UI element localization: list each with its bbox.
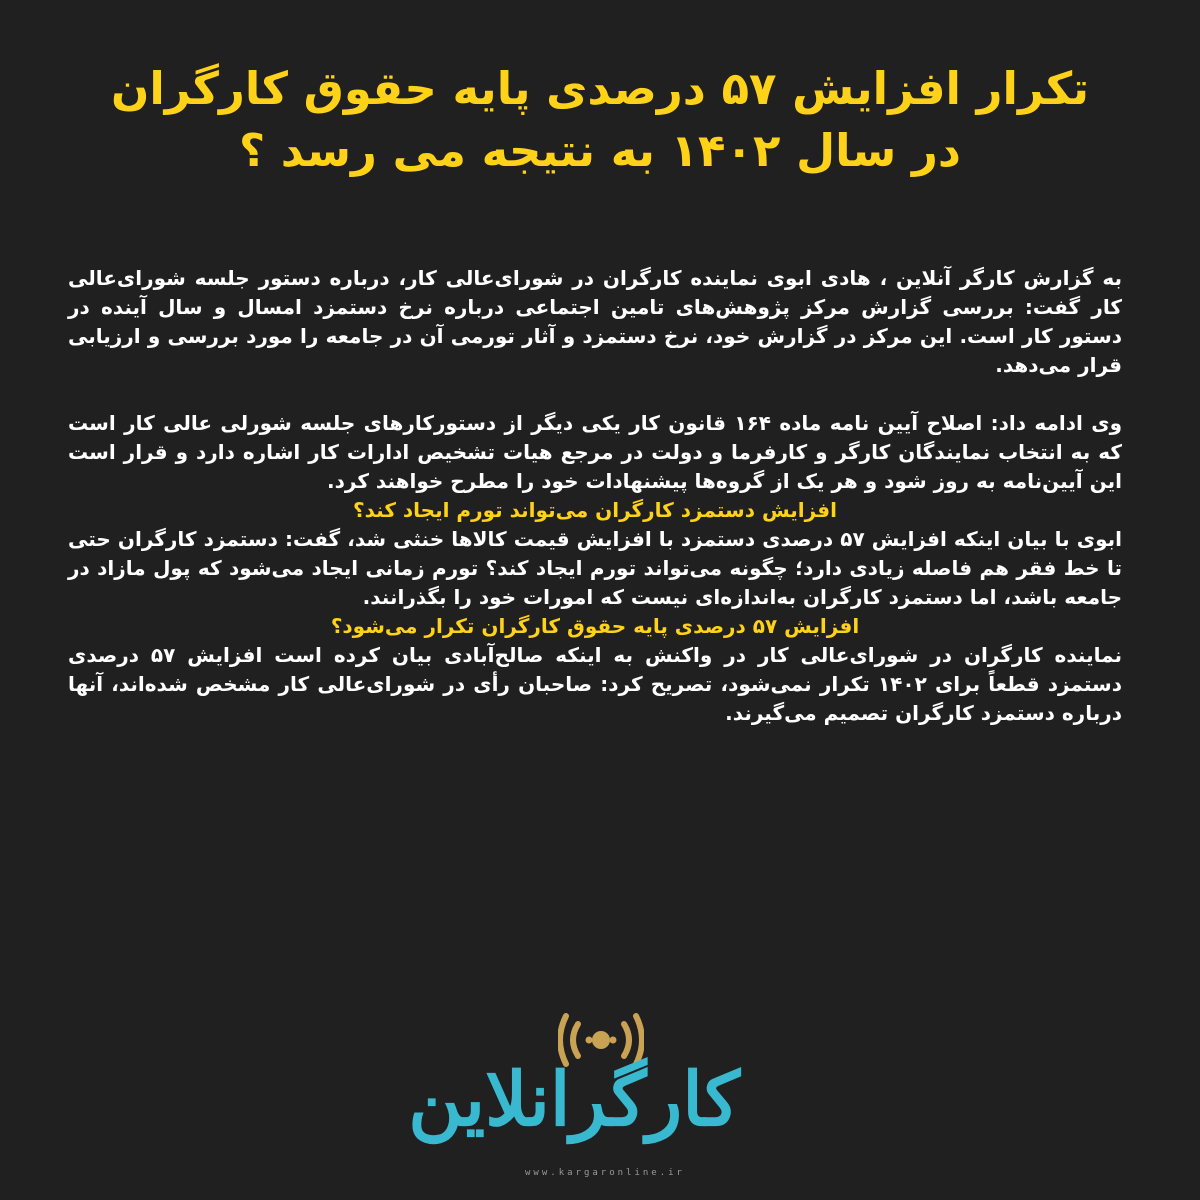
kargaronline-logo [408,1010,740,1190]
logo-url: www.kargaronline.ir [525,1168,685,1178]
headline-line-1: تکرار افزایش ۵۷ درصدی پایه حقوق کارگران [110,62,1090,115]
logo-wordmark: کارگرانلاین [408,1057,740,1143]
subheading-inflation: افزایش دستمزد کارگران می‌تواند تورم ایجاد کند؟ [353,498,837,522]
headline-line-2: در سال ۱۴۰۲ به نتیجه می رسد ؟ [239,124,961,177]
article-body [68,264,1122,728]
paragraph-decision: نماینده کارگران در شورای‌عالی کار در واکنش به اینکه صالح‌آبادی بیان کرده است افزایش ۵۷ درصدی دستمزد قطعاً برای ۱۴۰۲ تکرار نمی‌شود، تصریح کرد: صاحبان رأی در شورای‌عالی کار مشخص شده‌اند، آنها درباره دستمزد کارگران تصمیم می‌گیرند. [68,643,1123,725]
paragraph-inflation: ابوی با بیان اینکه افزایش ۵۷ درصدی دستمزد با افزایش قیمت کالاها خنثی شد، گفت: دستمزد کارگران حتی تا خط فقر هم فاصله زیادی دارد؛ چگونه می‌تواند تورم ایجاد کند؟ تورم زمانی ایجاد می‌شود که پول مازاد در جامعه باشد، اما دستمزد کارگران به‌اندازه‌ای نیست که امورات خود را بگذرانند. [68,527,1122,609]
headline [60,58,1140,182]
paragraph-intro: به گزارش کارگر آنلاین ، هادی ابوی نماینده کارگران در شورای‌عالی کار، درباره دستور جلسه شورای‌عالی کار گفت: بررسی گزارش مرکز پژوهش‌های تامین اجتماعی درباره نرخ دستمزد امسال و سال آینده در دستور کار است. این مرکز در گزارش خود، نرخ دستمزد و آثار تورمی آن در جامعه را مورد بررسی و ارزیابی قرار می‌دهد. [68,266,1122,377]
paragraph-gap [68,380,1122,409]
paragraph-bylaw: وی ادامه داد: اصلاح آیین نامه ماده ۱۶۴ قانون کار یکی دیگر از دستورکارهای جلسه شورلی عالی کار است که به انتخاب نمایندگان کارگر و کارفرما و دولت در مرجع هیات تشخیص ادارات کار اشاره دارد و قرار است این آیین‌نامه به روز شود و هر یک از گروه‌ها پیشنهادات خود را مطرح خواهند کرد. [68,411,1123,493]
subheading-repeat-raise: افزایش ۵۷ درصدی پایه حقوق کارگران تکرار می‌شود؟ [330,614,860,638]
